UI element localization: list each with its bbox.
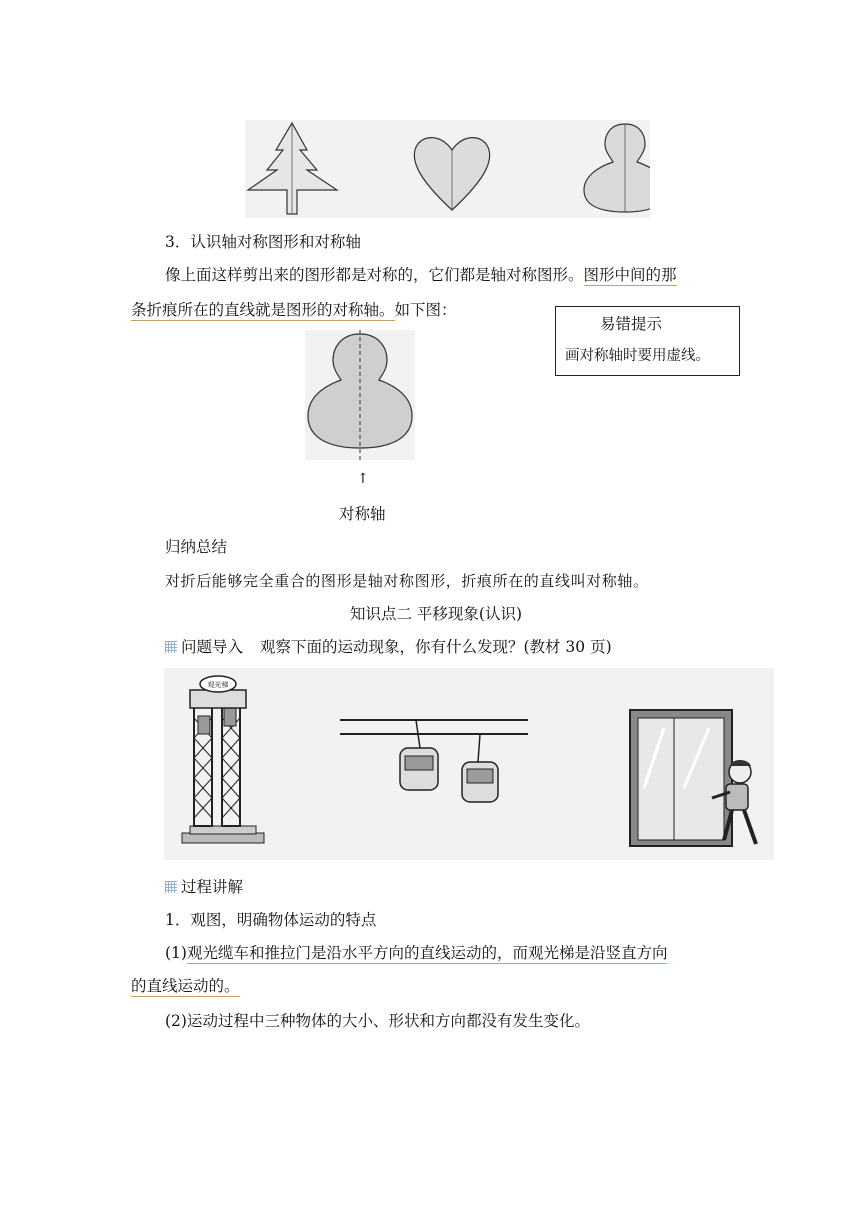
process-item-1b: (2)运动过程中三种物体的大小、形状和方向都没有发生变化。 bbox=[165, 1012, 590, 1030]
grid-icon bbox=[165, 641, 177, 653]
paragraph-underlined-text: 图形中间的那 bbox=[583, 266, 677, 284]
question-intro-line bbox=[165, 636, 612, 658]
knowledge-point-2-title: 知识点二 平移现象(认识) bbox=[350, 605, 523, 623]
heart-shape bbox=[414, 138, 489, 210]
grid-icon bbox=[165, 881, 177, 893]
axis-label: 对称轴 bbox=[339, 505, 386, 523]
cable-car-illustration bbox=[340, 720, 528, 802]
section-3-paragraph-line-1 bbox=[165, 264, 677, 286]
motion-figure-svg bbox=[164, 668, 774, 860]
question-intro-heading: 问题导入 bbox=[181, 638, 244, 656]
tree-shape bbox=[248, 123, 337, 214]
sliding-door-illustration bbox=[630, 710, 756, 846]
question-intro-text: 观察下面的运动现象，你有什么发现？(教材 30 页) bbox=[259, 638, 612, 656]
summary-text: 对折后能够完全重合的图形是轴对称图形，折痕所在的直线叫对称轴。 bbox=[165, 572, 649, 590]
section-3-title: 3．认识轴对称图形和对称轴 bbox=[165, 233, 361, 251]
section-3-paragraph-line-2 bbox=[131, 299, 457, 321]
symmetric-shapes-svg bbox=[245, 120, 650, 218]
paragraph-underlined-text: 条折痕所在的直线就是图形的对称轴。 bbox=[131, 301, 395, 319]
sightseeing-elevator-illustration bbox=[182, 676, 264, 843]
tip-box-title: 易错提示 bbox=[600, 315, 663, 333]
process-heading: 过程讲解 bbox=[181, 878, 244, 896]
process-item-1a-line-1 bbox=[165, 942, 667, 964]
gourd-axis-figure bbox=[305, 330, 415, 460]
motion-figure bbox=[164, 668, 774, 860]
paragraph-text: 如下图： bbox=[394, 301, 457, 319]
item-prefix: (1) bbox=[165, 944, 187, 962]
elevator-sign-text: 观光梯 bbox=[207, 681, 229, 689]
paragraph-text: 像上面这样剪出来的图形都是对称的，它们都是轴对称图形。 bbox=[165, 266, 584, 284]
process-item-1a-line-2 bbox=[131, 975, 240, 997]
item-underlined-text: 的直线运动的。 bbox=[131, 977, 240, 995]
tip-box-text: 画对称轴时要用虚线。 bbox=[565, 348, 710, 364]
gourd-axis-svg bbox=[305, 330, 415, 460]
axis-arrow: ↑ bbox=[357, 471, 369, 487]
gourd-shape bbox=[584, 124, 650, 212]
process-heading-line bbox=[165, 876, 243, 898]
symmetric-shapes-figure bbox=[245, 120, 650, 218]
tip-box bbox=[555, 306, 740, 376]
process-item-1: 1．观图，明确物体运动的特点 bbox=[165, 911, 377, 929]
summary-heading: 归纳总结 bbox=[165, 538, 228, 556]
item-underlined-text: 观光缆车和推拉门是沿水平方向的直线运动的，而观光梯是沿竖直方向 bbox=[186, 944, 668, 962]
